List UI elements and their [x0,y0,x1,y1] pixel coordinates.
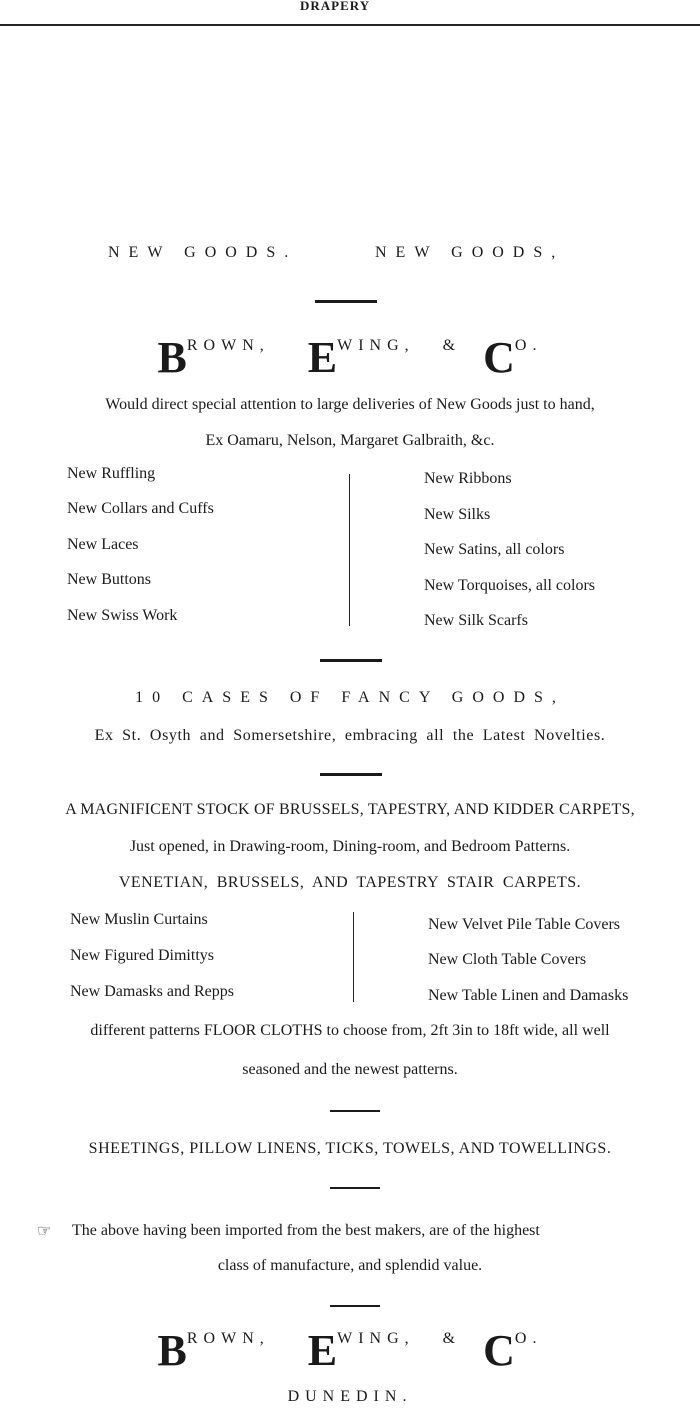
firm-word-wing: WING, [337,337,415,354]
firm-initial-c: C [483,333,515,382]
list2-left-item: New Muslin Curtains [70,911,208,928]
list2-divider [353,912,354,1002]
fancy-goods-title: 10 CASES OF FANCY GOODS, [135,689,565,706]
closing-line-1: The above having been imported from the best makers, are of the highest [72,1222,540,1239]
sheetings-line: SHEETINGS, PILLOW LINENS, TICKS, TOWELS, AND TOWELLINGS. [88,1140,612,1157]
firm-word-rown: ROWN, [186,337,270,354]
location: DUNEDIN. [287,1388,413,1405]
list1-left-item: New Swiss Work [67,607,178,624]
firm-word-o: O. [514,337,543,354]
closing-line-2: class of manufacture, and splendid value. [217,1257,483,1274]
floor-cloths-line-1: different patterns FLOOR CLOTHS to choose from, 2ft 3in to 18ft wide, all well [90,1022,610,1039]
divider-4 [330,1110,380,1112]
divider-6 [330,1305,380,1307]
headline-right: NEW GOODS, [375,244,565,261]
firm-initial-e: E [307,333,338,382]
floor-cloths-line-2: seasoned and the newest patterns. [242,1061,458,1078]
fancy-goods-subtitle: Ex St. Osyth and Somersetshire, embracing all the Latest Novelties. [94,727,606,744]
list1-left-item: New Collars and Cuffs [67,500,214,517]
firm-initial-c: C [483,1326,515,1375]
carpets-line-2: Just opened, in Drawing-room, Dining-room, and Bedroom Patterns. [129,838,571,855]
divider-5 [330,1187,380,1189]
firm-initial-e: E [307,1326,338,1375]
divider-2 [320,659,382,662]
list1-right-item: New Torquoises, all colors [424,577,595,594]
firm-initial-b: B [157,1326,187,1375]
firm-word-rown: ROWN, [186,1330,270,1347]
intro-line-2: Ex Oamaru, Nelson, Margaret Galbraith, &c. [205,432,495,449]
firm-name-top [0,332,700,383]
list1-left-item: New Buttons [67,571,151,588]
firm-ampersand: & [442,337,456,354]
list1-divider [349,474,350,626]
carpets-line-3: VENETIAN, BRUSSELS, AND TAPESTRY STAIR CARPETS. [118,874,582,891]
carpets-heading: A MAGNIFICENT STOCK OF BRUSSELS, TAPESTRY, AND KIDDER CARPETS, [65,801,635,818]
firm-word-o: O. [514,1330,543,1347]
list2-right-item: New Table Linen and Damasks [428,987,629,1004]
list1-left-item: New Laces [67,536,139,553]
list1-right-item: New Silk Scarfs [424,612,528,629]
list1-left-item: New Ruffling [67,465,156,482]
pointing-hand-icon: ☞ [37,1223,52,1240]
firm-word-wing: WING, [337,1330,415,1347]
firm-initial-b: B [157,333,187,382]
list2-right-item: New Cloth Table Covers [428,951,587,968]
list1-right-item: New Satins, all colors [424,541,565,558]
list1-right-item: New Silks [424,506,491,523]
list2-left-item: New Figured Dimittys [70,947,214,964]
firm-name-bottom [0,1325,700,1376]
firm-ampersand: & [442,1330,456,1347]
list1-right-item: New Ribbons [424,470,512,487]
list2-left-item: New Damasks and Repps [70,983,234,1000]
divider-3 [320,773,382,776]
list2-right-item: New Velvet Pile Table Covers [428,916,621,933]
divider-1 [315,300,377,303]
section-header: DRAPERY [300,0,371,13]
header-rule [0,24,700,26]
headline-left: NEW GOODS. [108,244,298,261]
intro-line-1: Would direct special attention to large deliveries of New Goods just to hand, [105,396,595,413]
